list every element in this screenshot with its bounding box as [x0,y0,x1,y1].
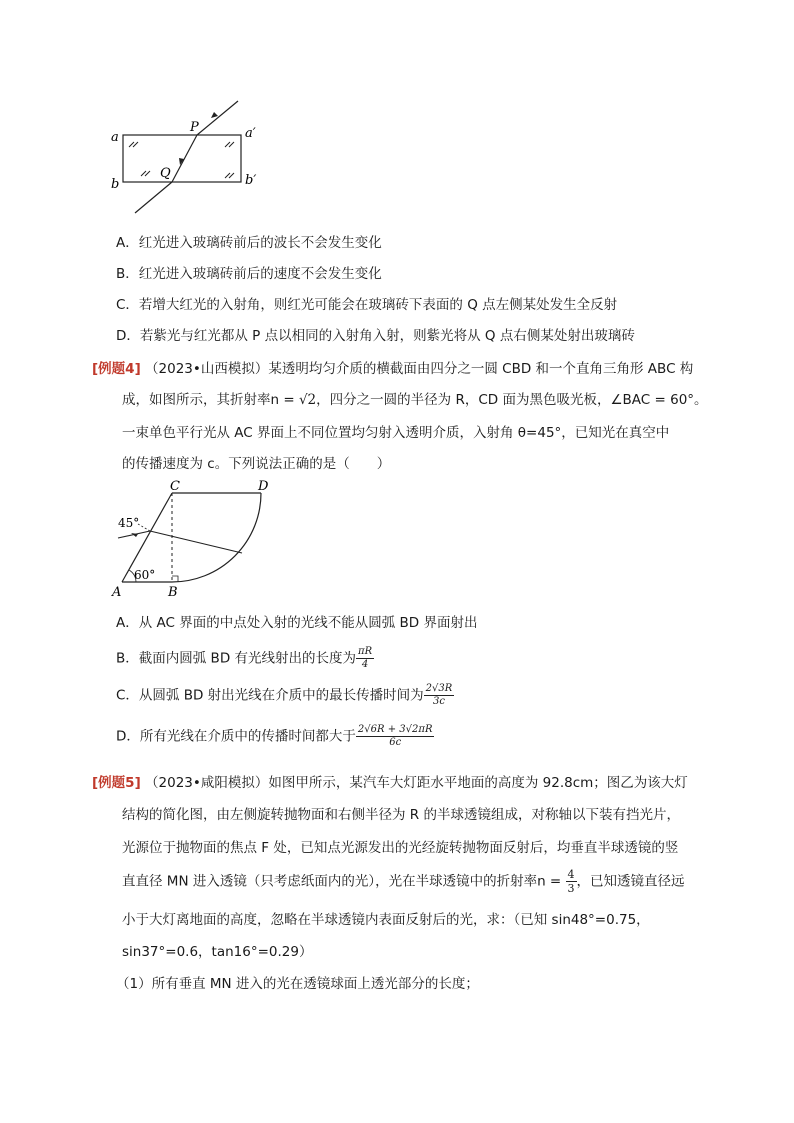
prev-option-a: A．红光进入玻璃砖前后的波长不会发生变化 [116,235,382,251]
q4-option-b-num: πR [358,646,373,657]
fig2-label-B: B [168,585,178,600]
q4-text-2b: ，四分之一圆的半径为 R，CD 面为黑色吸光板，∠BAC = 60°。 [316,392,708,408]
q4-option-d-fraction [356,724,435,749]
quarter-circle-figure [108,478,283,600]
q4-option-b-text: B．截面内圆弧 BD 有光线射出的长度为 [116,650,357,667]
q4-option-c-num: 2√3R [425,683,453,694]
q4-option-c-text: C．从圆弧 BD 射出光线在介质中的最长传播时间为 [116,687,424,704]
q4-option-c [116,683,454,708]
q5-line1 [92,771,688,791]
q4-option-d-text: D．所有光线在介质中的传播时间都大于 [116,728,356,745]
q4-option-d-num: 2√6R + 3√2πR [357,724,433,735]
prev-option-d: D．若紫光与红光都从 P 点以相同的入射角入射，则紫光将从 Q 点右侧某处射出玻璃砖 [116,328,635,344]
prev-option-b: B．红光进入玻璃砖前后的速度不会发生变化 [116,266,382,282]
fig1-label-P: P [190,120,199,135]
fig2-angle-45: 45° [118,516,140,530]
q4-option-c-den: 3c [433,696,445,707]
q4-sqrt2: √2 [298,392,317,408]
q5-text-1: （2023•咸阳模拟）如图甲所示，某汽车大灯距水平地面的高度为 92.8cm；图乙为该大灯 [145,775,688,791]
q4-option-b-fraction [356,646,374,671]
q4-line1 [92,357,693,377]
q5-subquestion-1: （1）所有垂直 MN 进入的光在透镜球面上透光部分的长度； [116,976,479,992]
q4-text-2a: 成，如图所示，其折射率n = [122,392,299,408]
q4-option-d [116,724,434,749]
q4-tag: [例题4] [92,361,141,377]
prev-option-c: C．若增大红光的入射角，则红光可能会在玻璃砖下表面的 Q 点左侧某处发生全反射 [116,297,618,313]
glass-slab-figure [105,95,275,220]
q4-option-d-den: 6c [389,737,402,748]
q5-n-num: 4 [567,868,575,881]
q5-n-fraction [566,868,577,895]
q4-option-b-den: 4 [361,659,369,670]
q4-line2 [122,388,708,408]
q4-option-a: A．从 AC 界面的中点处入射的光线不能从圆弧 BD 界面射出 [116,615,478,631]
q5-line5: 小于大灯离地面的高度，忽略在半球透镜内表面反射后的光，求：（已知 sin48°=0.75， [122,912,650,928]
q4-option-b [116,646,374,671]
fig2-label-D: D [258,479,269,494]
fig1-label-b-prime: b′ [245,173,257,188]
q5-line2: 结构的简化图，由左侧旋转抛物面和右侧半径为 R 的半球透镜组成，对称轴以下装有挡光片， [122,807,680,823]
q4-line3: 一束单色平行光从 AC 界面上不同位置均匀射入透明介质，入射角 θ=45°，已知光在真空中 [122,425,670,441]
q4-option-c-fraction [424,683,455,708]
fig2-angle-60: 60° [134,568,156,582]
q5-n-den: 3 [567,882,575,895]
fig1-label-Q: Q [160,166,171,181]
q5-tag: [例题5] [92,775,141,791]
q4-text-1: （2023•山西模拟）某透明均匀介质的横截面由四分之一圆 CBD 和一个直角三角形 ABC 构 [145,361,694,377]
q5-text-4a: 直直径 MN 进入透镜（只考虑纸面内的光），光在半球透镜中的折射率n = [122,873,566,890]
fig2-label-A: A [112,585,122,600]
q5-line3: 光源位于抛物面的焦点 F 处，已知点光源发出的光经旋转抛物面反射后，均垂直半球透镜的竖 [122,840,679,856]
fig1-label-a-prime: a′ [245,126,256,141]
fig1-label-a: a [111,130,119,145]
fig1-label-b: b [111,177,120,192]
q5-line4 [122,868,685,895]
q5-text-4b: ，已知透镜直径远 [576,873,685,890]
q4-line4: 的传播速度为 c。下列说法正确的是（ ） [122,456,391,472]
q5-line6: sin37°=0.6，tan16°=0.29） [122,944,313,960]
fig2-label-C: C [170,479,180,494]
